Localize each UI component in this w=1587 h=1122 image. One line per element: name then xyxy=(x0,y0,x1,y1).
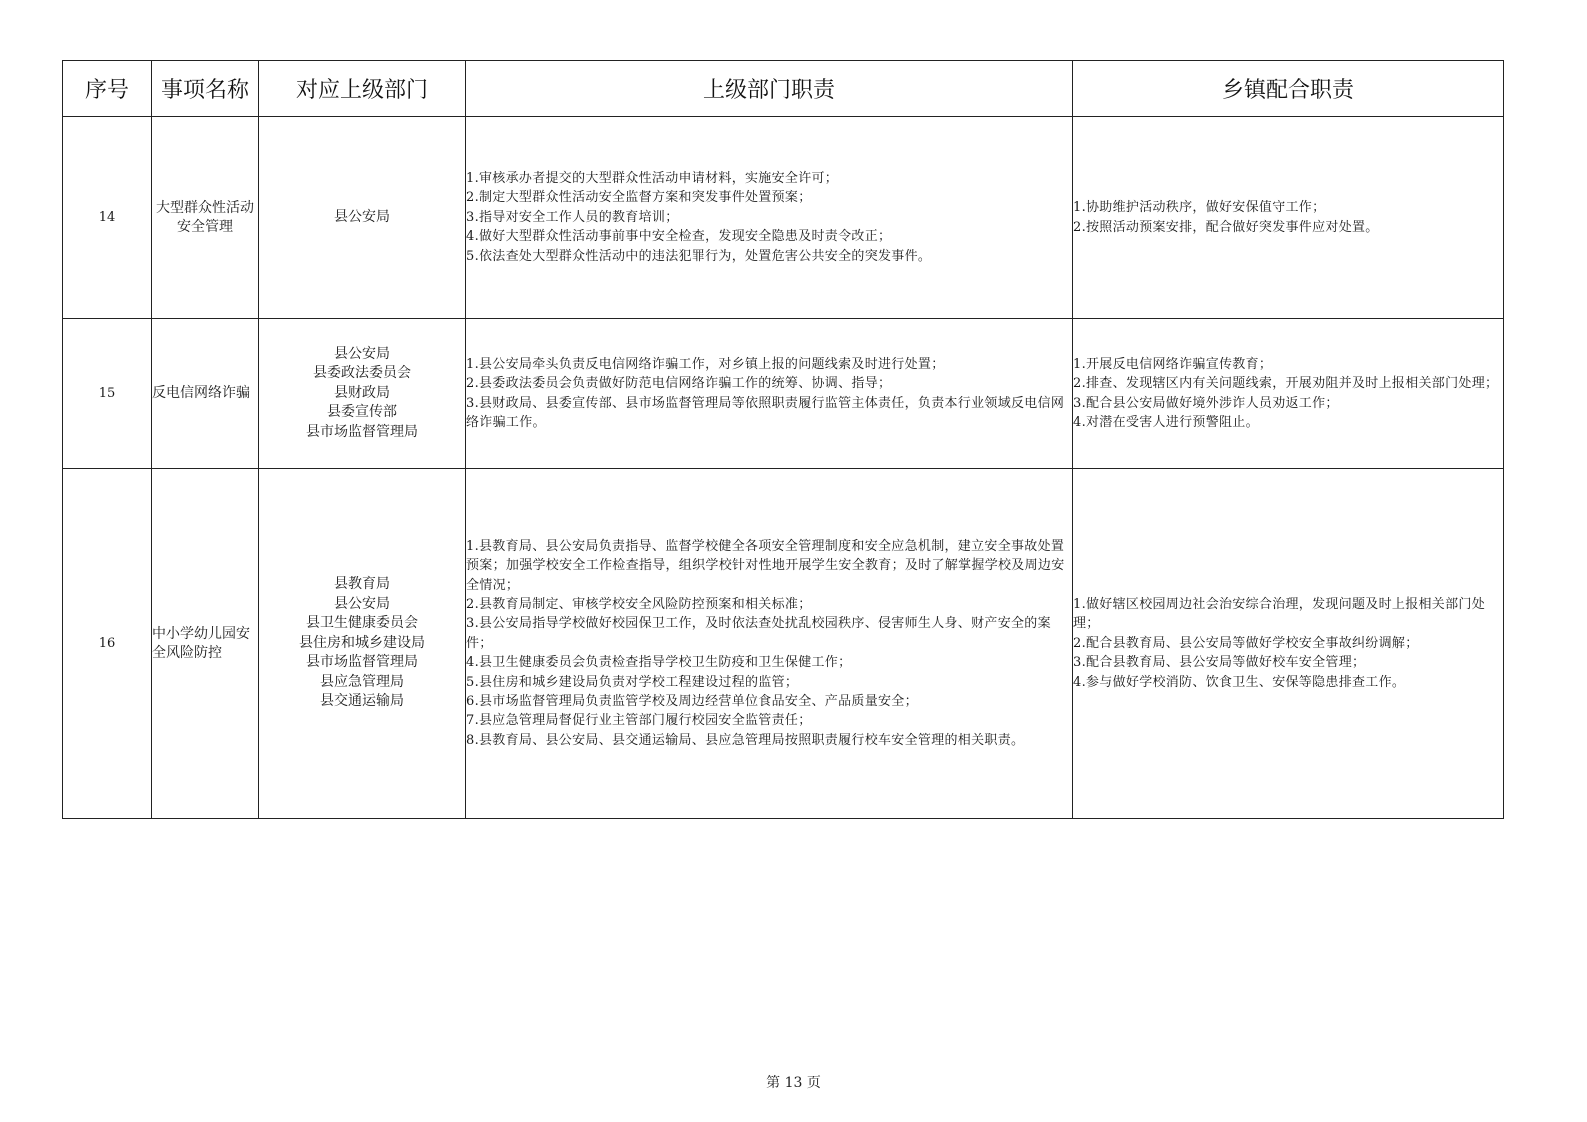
duty-item: 1.县公安局牵头负责反电信网络诈骗工作，对乡镇上报的问题线索及时进行处置； xyxy=(466,356,945,372)
duty-item: 4.做好大型群众性活动事前事中安全检查，发现安全隐患及时责令改正； xyxy=(466,229,892,245)
duty-item: 7.县应急管理局督促行业主管部门履行校园安全监管责任； xyxy=(466,713,812,729)
town-duty-item: 2.排查、发现辖区内有关问题线索，开展劝阻并及时上报相关部门处理； xyxy=(1073,376,1499,392)
row-number: 14 xyxy=(63,117,152,319)
duty-item: 4.县卫生健康委员会负责检查指导学校卫生防疫和卫生保健工作； xyxy=(466,655,852,671)
page-number: 第 13 页 xyxy=(766,1075,821,1091)
department-name: 县卫生健康委员会 xyxy=(306,615,418,632)
department-name: 县财政局 xyxy=(334,384,390,401)
table-row xyxy=(63,319,1504,469)
department-name: 县交通运输局 xyxy=(320,693,404,710)
town-duty-item: 3.配合县公安局做好境外涉诈人员劝返工作； xyxy=(1073,395,1339,411)
duty-item: 3.指导对安全工作人员的教育培训； xyxy=(466,209,679,225)
duty-item: 5.县住房和城乡建设局负责对学校工程建设过程的监管； xyxy=(466,674,799,690)
header-serial-number: 序号 xyxy=(63,61,152,117)
superior-duties-cell xyxy=(466,319,1073,469)
department-cell xyxy=(259,319,466,469)
township-duties-cell xyxy=(1073,469,1504,819)
item-name: 大型群众性活动安全管理 xyxy=(152,117,259,319)
duty-item: 3.县财政局、县委宣传部、县市场监督管理局等依照职责履行监管主体责任，负责本行业领域反电信网络诈骗工作。 xyxy=(466,395,1065,430)
duty-item: 2.县委政法委员会负责做好防范电信网络诈骗工作的统筹、协调、指导； xyxy=(466,376,892,392)
department-name: 县公安局 xyxy=(334,595,390,612)
town-duty-item: 4.对潜在受害人进行预警阻止。 xyxy=(1073,414,1259,430)
town-duty-item: 1.开展反电信网络诈骗宣传教育； xyxy=(1073,356,1273,372)
row-number: 16 xyxy=(63,469,152,819)
table-header-row xyxy=(63,61,1504,117)
township-duties-cell xyxy=(1073,319,1504,469)
duty-item: 2.县教育局制定、审核学校安全风险防控预案和相关标准； xyxy=(466,596,812,612)
department-name: 县市场监督管理局 xyxy=(306,654,418,671)
town-duty-item: 1.做好辖区校园周边社会治安综合治理，发现问题及时上报相关部门处理； xyxy=(1073,596,1486,632)
duty-item: 1.审核承办者提交的大型群众性活动申请材料，实施安全许可； xyxy=(466,170,839,186)
item-name: 反电信网络诈骗 xyxy=(152,319,259,469)
item-name: 中小学幼儿园安全风险防控 xyxy=(152,469,259,819)
town-duty-item: 4.参与做好学校消防、饮食卫生、安保等隐患排查工作。 xyxy=(1073,674,1406,690)
duty-item: 1.县教育局、县公安局负责指导、监督学校健全各项安全管理制度和安全应急机制，建立安全事故处置预案；加强学校安全工作检查指导，组织学校针对性地开展学生安全教育；及时了解掌握学校及周边安全情况； xyxy=(466,538,1065,593)
superior-duties-cell xyxy=(466,117,1073,319)
township-duties-cell xyxy=(1073,117,1504,319)
town-duty-item: 2.配合县教育局、县公安局等做好学校安全事故纠纷调解； xyxy=(1073,635,1419,651)
department-name: 县委政法委员会 xyxy=(313,365,411,382)
header-item-name: 事项名称 xyxy=(152,61,259,117)
superior-duties-cell xyxy=(466,469,1073,819)
department-name: 县公安局 xyxy=(334,345,390,362)
department-name: 县应急管理局 xyxy=(320,673,404,690)
table-row xyxy=(63,469,1504,819)
department-name: 县教育局 xyxy=(334,576,390,593)
department-name: 县市场监督管理局 xyxy=(306,423,418,440)
duty-item: 8.县教育局、县公安局、县交通运输局、县应急管理局按照职责履行校车安全管理的相关职责。 xyxy=(466,732,1025,748)
header-township-duties: 乡镇配合职责 xyxy=(1073,61,1504,117)
header-superior-department: 对应上级部门 xyxy=(259,61,466,117)
town-duty-item: 2.按照活动预案安排，配合做好突发事件应对处置。 xyxy=(1073,219,1379,235)
department-name: 县委宣传部 xyxy=(327,404,397,421)
town-duty-item: 3.配合县教育局、县公安局等做好校车安全管理； xyxy=(1073,655,1366,671)
table-row xyxy=(63,117,1504,319)
department-name: 县公安局 xyxy=(334,208,390,225)
town-duty-item: 1.协助维护活动秩序，做好安保值守工作； xyxy=(1073,200,1326,216)
row-number: 15 xyxy=(63,319,152,469)
responsibility-table xyxy=(62,60,1504,819)
department-name: 县住房和城乡建设局 xyxy=(299,634,425,651)
duty-item: 6.县市场监督管理局负责监管学校及周边经营单位食品安全、产品质量安全； xyxy=(466,694,918,710)
department-cell xyxy=(259,117,466,319)
duty-item: 5.依法查处大型群众性活动中的违法犯罪行为，处置危害公共安全的突发事件。 xyxy=(466,248,932,264)
duty-item: 3.县公安局指导学校做好校园保卫工作，及时依法查处扰乱校园秩序、侵害师生人身、财产安全的案件； xyxy=(466,616,1051,651)
duty-item: 2.制定大型群众性活动安全监督方案和突发事件处置预案； xyxy=(466,190,812,206)
header-superior-duties: 上级部门职责 xyxy=(466,61,1073,117)
department-cell xyxy=(259,469,466,819)
